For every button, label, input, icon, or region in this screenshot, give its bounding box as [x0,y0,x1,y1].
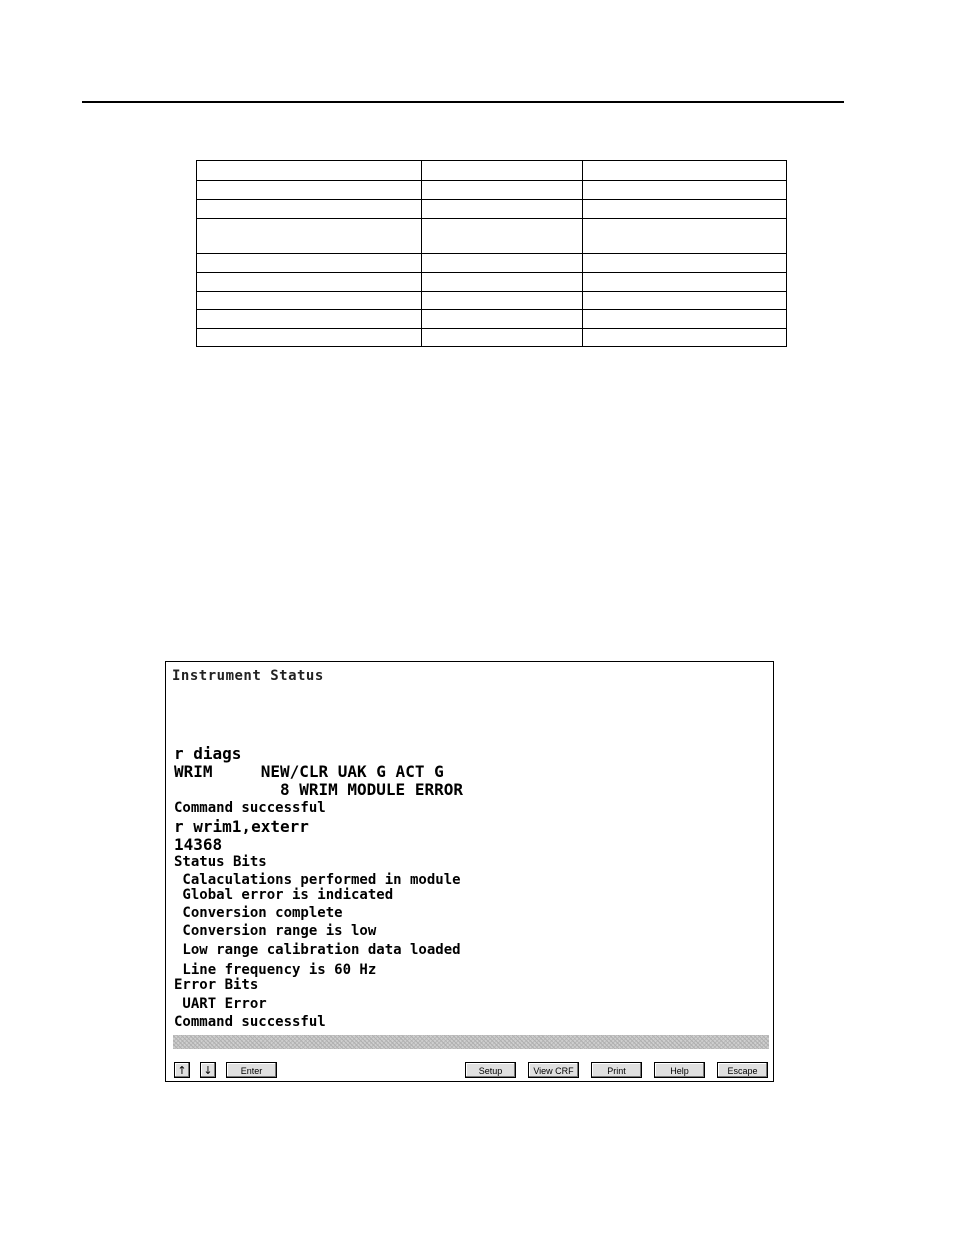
table-row [197,273,787,292]
table-cell [583,161,787,181]
table-cell [197,161,422,181]
table-cell [422,310,583,329]
table-row [197,181,787,200]
table-row [197,219,787,254]
table-cell [197,273,422,292]
table-cell [422,292,583,310]
table-cell [422,181,583,200]
table-row [197,254,787,273]
table-cell [583,273,787,292]
terminal-line: Error Bits [174,977,259,993]
terminal-line: Line frequency is 60 Hz [174,962,377,978]
terminal-line: UART Error [174,996,267,1012]
print-button[interactable]: Print [591,1062,642,1078]
horizontal-scrollbar[interactable] [173,1035,769,1049]
scroll-up-button[interactable]: ↑ [174,1062,190,1078]
setup-button[interactable]: Setup [465,1062,516,1078]
table-cell [197,329,422,347]
table-cell [197,254,422,273]
table-cell [197,219,422,254]
table-cell [422,219,583,254]
table-cell [583,254,787,273]
table-row [197,161,787,181]
table-cell [422,329,583,347]
terminal-line: WRIM NEW/CLR UAK G ACT G [174,762,444,781]
escape-button[interactable]: Escape [717,1062,768,1078]
table-cell [583,310,787,329]
table-cell [583,329,787,347]
header-rule [82,101,844,103]
table-cell [422,273,583,292]
table-cell [197,292,422,310]
table-cell [422,254,583,273]
terminal-line: Status Bits [174,854,267,870]
table-row [197,200,787,219]
terminal-line: Conversion range is low [174,923,377,939]
table-row [197,292,787,310]
empty-table [196,160,787,347]
table-cell [197,181,422,200]
table-cell [583,181,787,200]
terminal-line: Command successful [174,800,326,816]
terminal-line: Conversion complete [174,905,343,921]
terminal-line: Global error is indicated [174,887,394,903]
table-cell [583,200,787,219]
table-cell [583,219,787,254]
table-cell [197,200,422,219]
table-row [197,329,787,347]
table-row [197,310,787,329]
terminal-line: Calaculations performed in module [174,872,461,888]
scroll-down-button[interactable]: ↓ [200,1062,216,1078]
table-cell [422,161,583,181]
terminal-line: r diags [174,744,242,763]
terminal-line: r wrim1,exterr [174,817,309,836]
enter-button[interactable]: Enter [226,1062,277,1078]
instrument-status-screen [165,661,774,1082]
screen-title: Instrument Status [172,668,324,684]
help-button[interactable]: Help [654,1062,705,1078]
terminal-line: Low range calibration data loaded [174,942,461,958]
table-cell [583,292,787,310]
terminal-line: Command successful [174,1014,326,1030]
view-crf-button[interactable]: View CRF [528,1062,579,1078]
terminal-line: 8 WRIM MODULE ERROR [174,780,463,799]
table-cell [422,200,583,219]
table-cell [197,310,422,329]
terminal-line: 14368 [174,835,223,854]
